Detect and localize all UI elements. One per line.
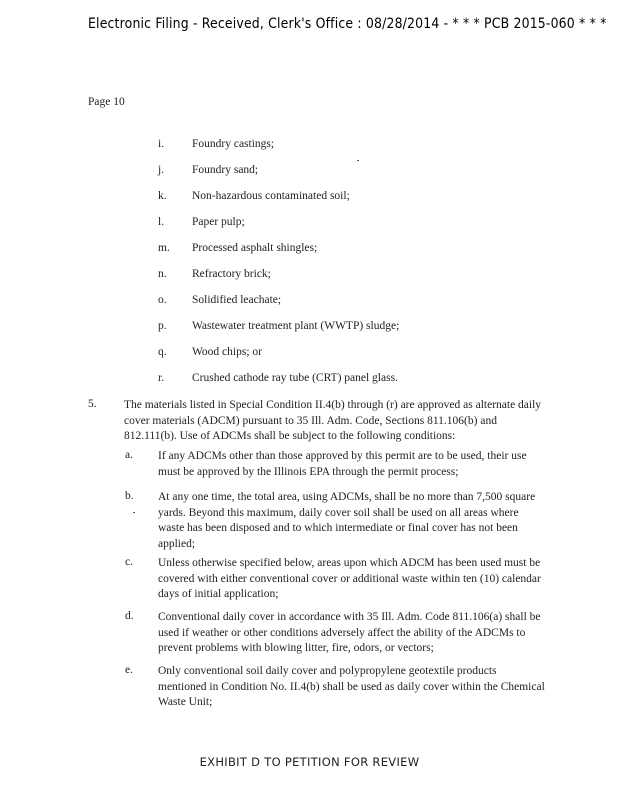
filing-stamp: Electronic Filing - Received, Clerk's Office : 08/28/2014 - * * * PCB 2015-060 * * * xyxy=(88,16,607,32)
list-item-letter: j. xyxy=(158,164,165,176)
list-item-letter: o. xyxy=(158,294,167,306)
list-item xyxy=(0,268,619,284)
list-item-text: Processed asphalt shingles; xyxy=(192,242,318,254)
section-text: The materials listed in Special Condition II.4(b) through (r) are approved as alternate daily cover materials (ADCM) pursuant to 35 Ill. Adm. Code, Sections 811.106(b) and 812.111(b). Use of ADCMs shall be subject to the following conditions: xyxy=(124,399,542,442)
condition-text: Conventional daily cover in accordance with 35 Ill. Adm. Code 811.106(a) shall be used if weather or other conditions adversely affect the ability of the ADCMs to prevent problems with blowing litter, fire, odors, or vectors; xyxy=(158,611,541,654)
list-item xyxy=(0,294,619,310)
list-item xyxy=(0,190,619,206)
condition-text: Unless otherwise specified below, areas upon which ADCM has been used must be covered with either conventional cover or additional waste within ten (10) calendar days of initial application; xyxy=(158,557,541,600)
list-item-text: Wood chips; or xyxy=(192,346,262,358)
exhibit-footer: EXHIBIT D TO PETITION FOR REVIEW xyxy=(199,755,420,769)
list-item xyxy=(0,138,619,154)
condition-letter: a. xyxy=(125,449,133,461)
list-item xyxy=(0,346,619,362)
condition-letter: d. xyxy=(125,610,134,622)
list-item-text: Foundry castings; xyxy=(192,138,275,150)
section-number: 5. xyxy=(88,398,97,410)
list-item xyxy=(0,164,619,180)
condition-text: Only conventional soil daily cover and polypropylene geotextile products mentioned in Condition No. II.4(b) shall be used as daily cover within the Chemical Waste Unit; xyxy=(158,665,545,708)
scan-speck xyxy=(357,160,359,161)
condition-letter: c. xyxy=(125,556,133,568)
list-item-text: Wastewater treatment plant (WWTP) sludge; xyxy=(192,320,400,332)
list-item-letter: q. xyxy=(158,346,167,358)
page-number: Page 10 xyxy=(88,96,125,108)
list-item xyxy=(0,242,619,258)
list-item-text: Paper pulp; xyxy=(192,216,245,228)
list-item xyxy=(0,216,619,232)
list-item-text: Non-hazardous contaminated soil; xyxy=(192,190,350,202)
list-item-letter: l. xyxy=(158,216,165,228)
list-item xyxy=(0,372,619,388)
list-item-letter: i. xyxy=(158,138,165,150)
list-item-letter: n. xyxy=(158,268,167,280)
list-item-text: Foundry sand; xyxy=(192,164,259,176)
condition-letter: e. xyxy=(125,664,133,676)
condition-text: If any ADCMs other than those approved by this permit are to be used, their use must be approved by the Illinois EPA through the permit process; xyxy=(158,450,527,478)
list-item-text: Refractory brick; xyxy=(192,268,271,280)
list-item-letter: p. xyxy=(158,320,167,332)
list-item xyxy=(0,320,619,336)
list-item-letter: r. xyxy=(158,372,165,384)
list-item-text: Crushed cathode ray tube (CRT) panel glass. xyxy=(192,372,398,384)
list-item-text: Solidified leachate; xyxy=(192,294,282,306)
condition-letter: b. xyxy=(125,490,134,502)
list-item-letter: k. xyxy=(158,190,167,202)
list-item-letter: m. xyxy=(158,242,170,254)
condition-text: At any one time, the total area, using ADCMs, shall be no more than 7,500 square yards. Beyond this maximum, daily cover soil shall be used on all areas where waste has been disposed and to which intermediate or final cover has not been applied; xyxy=(158,491,536,550)
scan-speck xyxy=(133,512,135,513)
